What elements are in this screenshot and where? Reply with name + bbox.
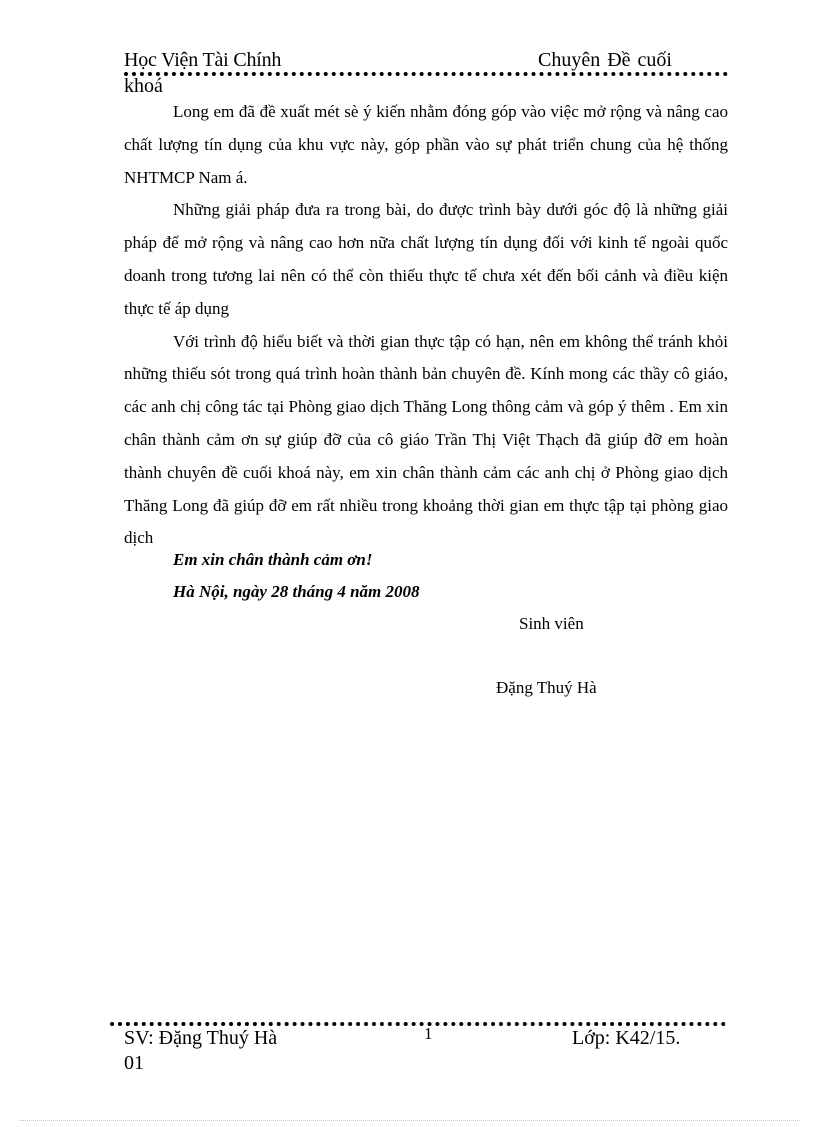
- paragraph: Long em đã đề xuất mét sè ý kiến nhằm đóng góp vào việc mở rộng và nâng cao chất lượng tín dụng của khu vực này, góp phần vào sự phát triển chung của hệ thống NHTMCP Nam á.: [124, 102, 728, 187]
- header-doc-type-wrap: khoá: [124, 75, 163, 97]
- header-divider: [124, 72, 728, 76]
- page-bottom-edge: [20, 1120, 800, 1121]
- paragraph: Những giải pháp đưa ra trong bài, do được trình bày dưới góc độ là những giải pháp để mở rộng và nâng cao hơn nữa chất lượng tín dụng đối với kinh tế ngoài quốc doanh trong tương lai nên có thể còn thiếu thực tế chưa xét đến bối cảnh và điều kiện thực tế áp dụng: [124, 200, 728, 318]
- paragraph: Với trình độ hiểu biết và thời gian thực tập có hạn, nên em không thể tránh khỏi những thiếu sót trong quá trình hoàn thành bản chuyên đề. Kính mong các thầy cô giáo, các anh chị công tác tại Phòng giao dịch Thăng Long thông cảm và góp ý thêm . Em xin chân thành cảm ơn sự giúp đỡ của cô giáo Trần Thị Việt Thạch đã giúp đỡ em hoàn thành chuyên đề cuối khoá này, em xin chân thành cảm các anh chị ở Phòng giao dịch Thăng Long đã giúp đỡ em rất nhiều trong khoảng thời gian em thực tập tại phòng giao dịch: [124, 331, 728, 548]
- footer-class-wrap: 01: [124, 1052, 144, 1074]
- closing-thanks: Em xin chân thành cảm ơn!: [173, 550, 373, 569]
- footer-student: SV: Đặng Thuý Hà: [124, 1027, 278, 1049]
- page-header: [124, 48, 728, 98]
- footer-class: Lớp: K42/15.: [572, 1027, 681, 1049]
- closing-place-date: Hà Nội, ngày 28 tháng 4 năm 2008: [173, 582, 420, 601]
- page-number: 1: [424, 1024, 433, 1043]
- document-body: [124, 96, 728, 555]
- header-institution: Học Viện Tài Chính: [124, 49, 282, 71]
- signature-role: Sinh viên: [519, 614, 584, 633]
- signature-name: Đặng Thuý Hà: [496, 678, 597, 697]
- header-doc-type: Chuyên Đề cuối: [538, 49, 672, 71]
